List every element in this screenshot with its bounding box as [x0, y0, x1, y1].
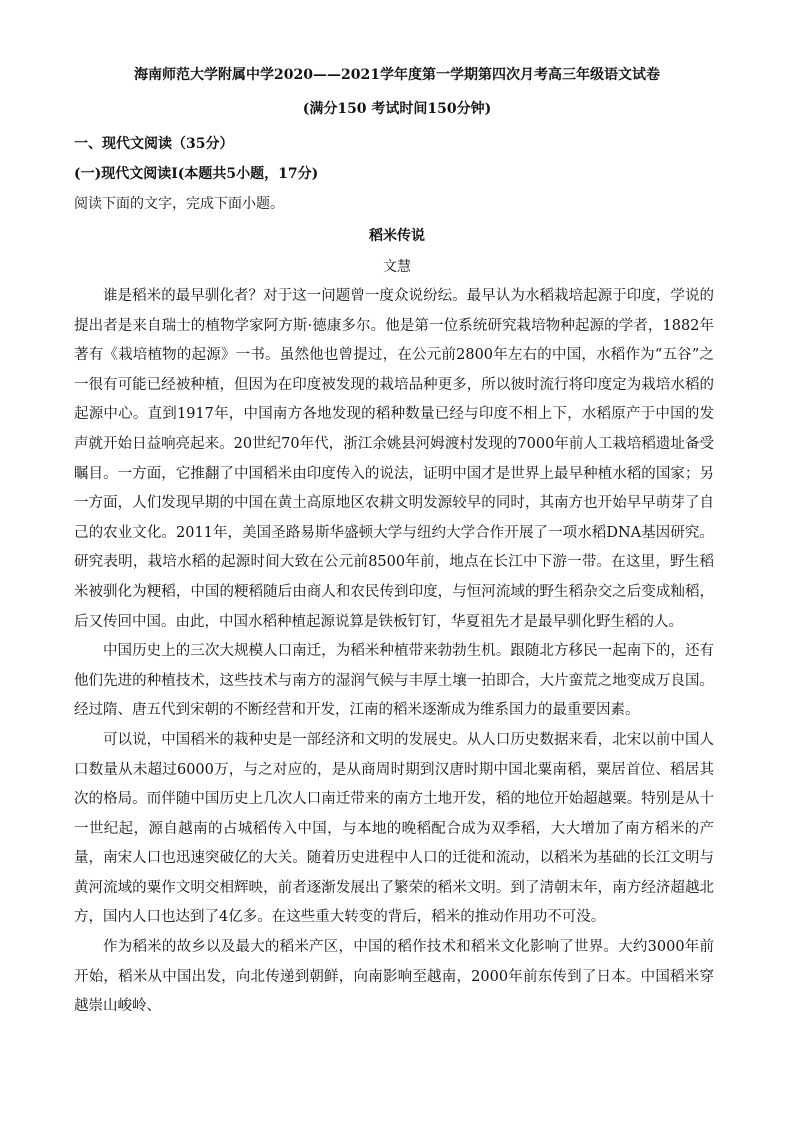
article-body [74, 282, 714, 1022]
section-heading: 一、现代文阅读（35分） [74, 136, 234, 152]
article-author: 文慧 [383, 259, 411, 275]
paragraph-1: 谁是稻米的最早驯化者？对于这一问题曾一度众说纷纭。最早认为水稻栽培起源于印度，学说的提出者是来自瑞士的植物学家阿方斯·德康多尔。他是第一位系统研究栽培物种起源的学者，1882年著有《栽培植物的起源》一书。虽然他也曾提过，在公元前2800年左右的中国，水稻作为“五谷”之一很有可能已经被种植，但因为在印度被发现的栽培品种更多，所以彼时流行将印度定为栽培水稻的起源中心。直到1917年，中国南方各地发现的稻种数量已经与印度不相上下，水稻原产于中国的发声就开始日益响亮起来。20世纪70年代，浙江余姚县河姆渡村发现的7000年前人工栽培稻遗址备受瞩目。一方面，它推翻了中国稻米由印度传入的说法，证明中国才是世界上最早种植水稻的国家；另一方面，人们发现早期的中国在黄土高原地区农耕文明发源较早的同时，其南方也开始早早萌芽了自己的农业文化。2011年，美国圣路易斯华盛顿大学与纽约大学合作开展了一项水稻DNA基因研究。研究表明，栽培水稻的起源时间大致在公元前8500年前，地点在长江中下游一带。在这里，野生稻米被驯化为粳稻，中国的粳稻随后由商人和农民传到印度，与恒河流域的野生稻杂交之后变成籼稻，后又传回中国。由此，中国水稻种植起源说算是铁板钉钉，华夏祖先才是最早驯化野生稻的人。 [74, 288, 714, 630]
paragraph-2: 中国历史上的三次大规模人口南迁，为稻米种植带来勃勃生机。跟随北方移民一起南下的，还有他们先进的种植技术，这些技术与南方的湿润气候与丰厚土壤一拍即合，大片蛮荒之地变成万良国。经过隋、唐五代到宋朝的不断经营和开发，江南的稻米逐渐成为维系国力的最重要因素。 [74, 643, 714, 719]
exam-title: 海南师范大学附属中学2020——2021学年度第一学期第四次月考高三年级语文试卷 [134, 67, 660, 83]
exam-subtitle: (满分150 考试时间150分钟) [302, 101, 492, 117]
paragraph-4: 作为稻米的故乡以及最大的稻米产区，中国的稻作技术和稻米文化影响了世界。大约3000年前开始，稻米从中国出发，向北传递到朝鲜，向南影响至越南，2000年前东传到了日本。中国稻米穿越崇山峻岭、 [74, 939, 714, 1015]
article-title: 稻米传说 [369, 228, 425, 244]
subsection-heading: (一)现代文阅读Ⅰ(本题共5小题，17分) [74, 166, 319, 182]
reading-instruction: 阅读下面的文字，完成下面小题。 [74, 196, 284, 212]
paragraph-3: 可以说，中国稻米的栽种史是一部经济和文明的发展史。从人口历史数据来看，北宋以前中国人口数量从未超过6000万，与之对应的，是从商周时期到汉唐时期中国北粟南稻，粟居首位、稻居其次的格局。而伴随中国历史上几次人口南迁带来的南方土地开发，稻的地位开始超越粟。特别是从十一世纪起，源自越南的占城稻传入中国，与本地的晚稻配合成为双季稻，大大增加了南方稻米的产量，南宋人口也迅速突破亿的大关。随着历史进程中人口的迁徙和流动，以稻米为基础的长江文明与黄河流域的粟作文明交相辉映，前者逐渐发展出了繁荣的稻米文明。到了清朝末年，南方经济超越北方，国内人口也达到了4亿多。在这些重大转变的背后，稻米的推动作用功不可没。 [74, 731, 714, 926]
